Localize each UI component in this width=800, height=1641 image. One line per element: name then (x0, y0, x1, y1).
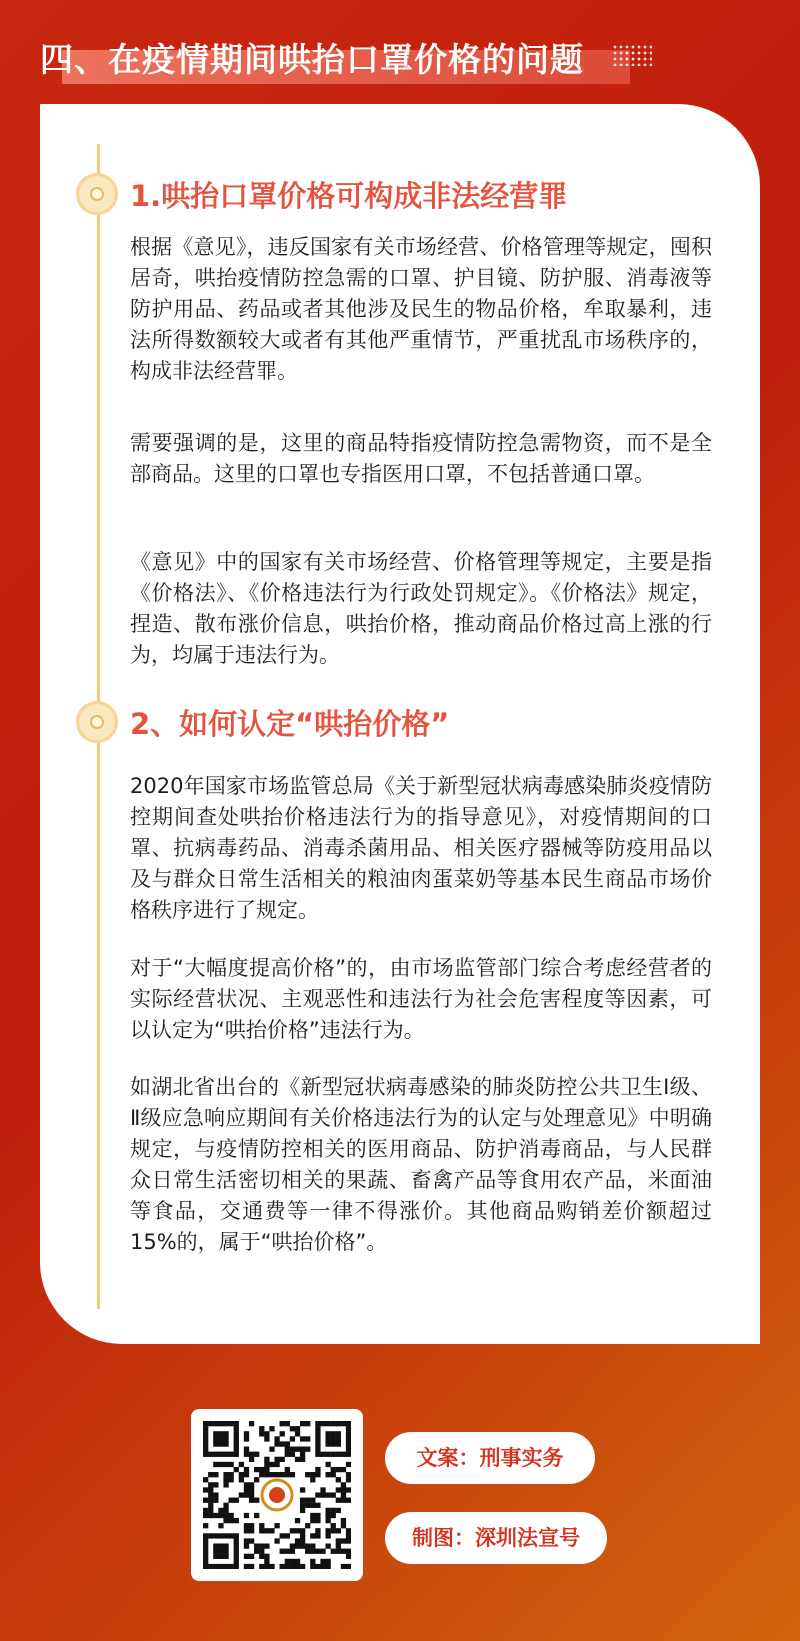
designer-label: 制图：深圳法宣号 (385, 1512, 607, 1564)
content-card (40, 104, 760, 1344)
section-paragraph: 《意见》中的国家有关市场经营、价格管理等规定，主要是指《价格法》、《价格违法行为行政处罚规定》。《价格法》规定，捏造、散布涨价信息，哄抬价格，推动商品价格过高上涨的行为，均属于违法行为。 (130, 550, 712, 667)
timeline-node-icon (76, 173, 118, 215)
qr-code-icon (203, 1421, 351, 1569)
timeline-node-icon (76, 701, 118, 743)
header (0, 28, 800, 88)
page-title: 四、在疫情期间哄抬口罩价格的问题 (40, 40, 584, 79)
section-heading: 1.哄抬口罩价格可构成非法经营罪 (130, 179, 568, 213)
section-paragraph: 对于“大幅度提高价格”的，由市场监管部门综合考虑经营者的实际经营状况、主观恶性和违法行为社会危害程度等因素，可以认定为“哄抬价格”违法行为。 (130, 956, 712, 1042)
dot-pattern-icon (612, 44, 652, 66)
section-paragraph: 2020年国家市场监管总局《关于新型冠状病毒感染肺炎疫情防控期间查处哄抬价格违法行为的指导意见》，对疫情期间的口罩、抗病毒药品、消毒杀菌用品、相关医疗器械等防疫用品以及与群众日常生活相关的粮油肉蛋菜奶等基本民生商品市场价格秩序进行了规定。 (130, 774, 712, 922)
section-paragraph: 需要强调的是，这里的商品特指疫情防控急需物资，而不是全部商品。这里的口罩也专指医用口罩，不包括普通口罩。 (130, 431, 712, 486)
copywriter-label: 文案：刑事实务 (385, 1432, 595, 1484)
section-heading: 2、如何认定“哄抬价格” (130, 707, 450, 741)
section-paragraph: 根据《意见》，违反国家有关市场经营、价格管理等规定，囤积居奇，哄抬疫情防控急需的口罩、护目镜、防护服、消毒液等防护用品、药品或者其他涉及民生的物品价格，牟取暴利，违法所得数额较大或者有其他严重情节，严重扰乱市场秩序的，构成非法经营罪。 (130, 235, 712, 383)
section-paragraph: 如湖北省出台的《新型冠状病毒感染的肺炎防控公共卫生Ⅰ级、Ⅱ级应急响应期间有关价格违法行为的认定与处理意见》中明确规定，与疫情防控相关的医用商品、防护消毒商品，与人民群众日常生活密切相关的果蔬、畜禽产品等食用农产品，米面油等食品，交通费等一律不得涨价。其他商品购销差价额超过 15%的，属于“哄抬价格”。 (130, 1075, 712, 1254)
qr-code-card (191, 1409, 363, 1581)
